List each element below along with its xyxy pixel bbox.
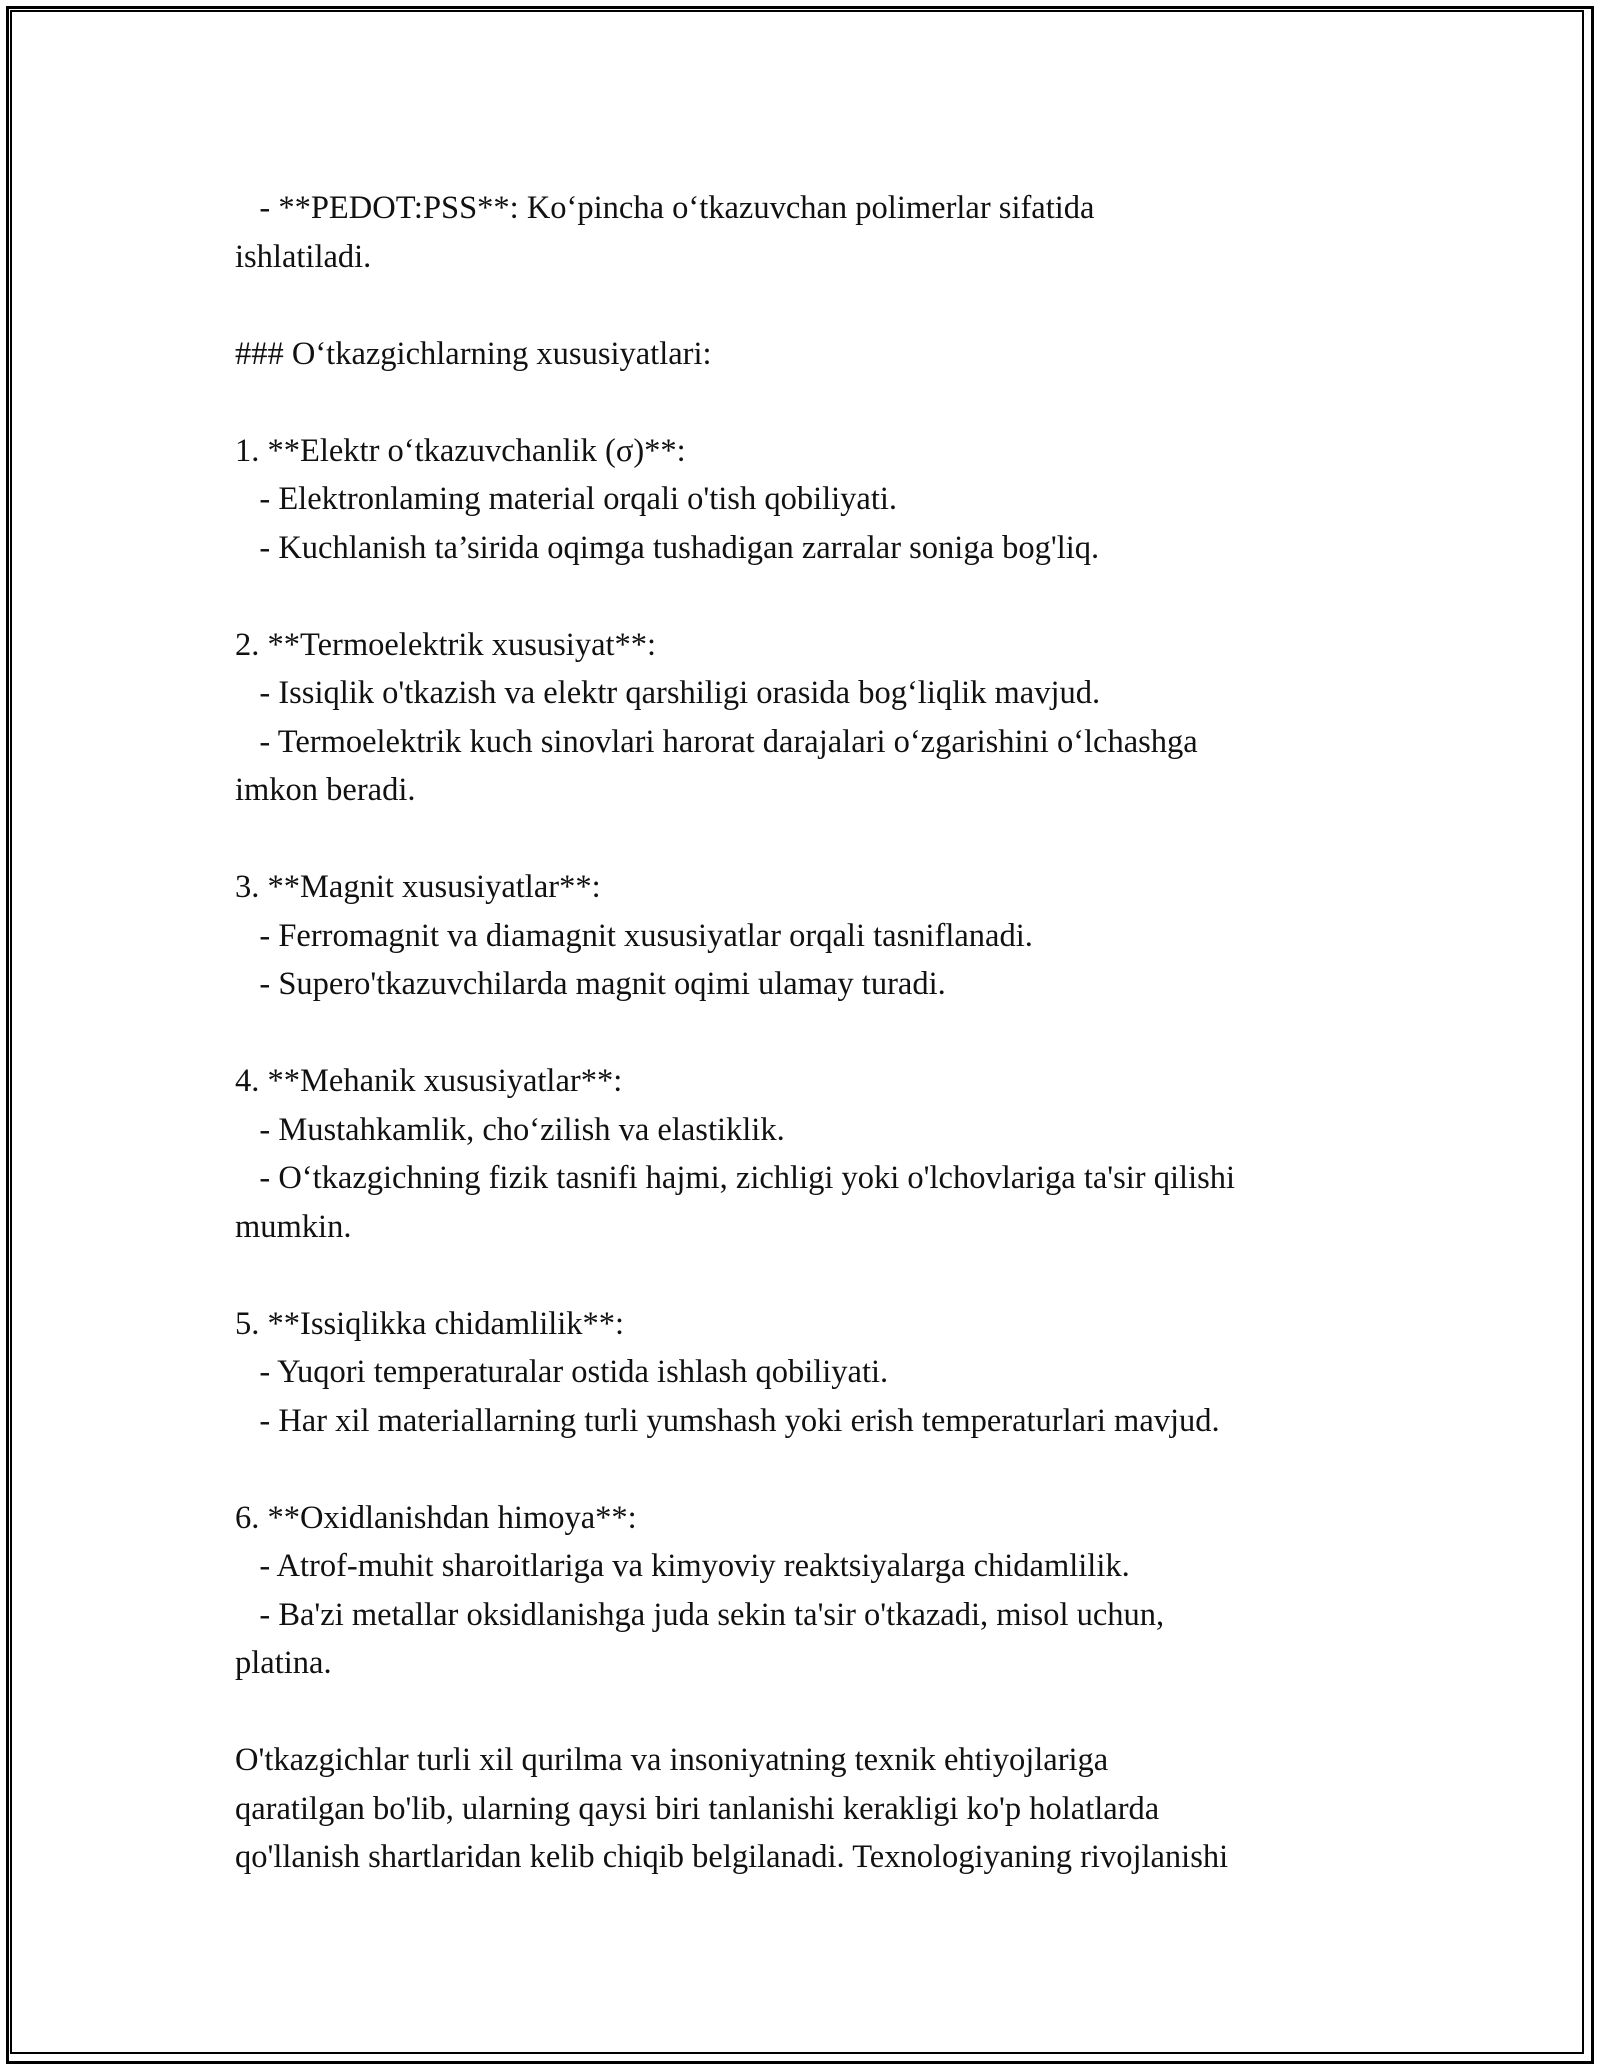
text-line: - Issiqlik o'tkazish va elektr qarshiligi orasida bog‘liqlik mavjud. xyxy=(235,675,1101,711)
text-line: - Ba'zi metallar oksidlanishga juda sekin ta'sir o'tkazadi, misol uchun, xyxy=(235,1596,1165,1633)
text-line: - Mustahkamlik, cho‘zilish va elastiklik. xyxy=(235,1111,785,1148)
text-line: 1. **Elektr o‘tkazuvchanlik (σ)**: xyxy=(235,432,686,469)
blank-line xyxy=(235,1009,1405,1058)
text-line: qo'llanish shartlaridan kelib chiqib belgilanadi. Texnologiyaning rivojlanishi xyxy=(235,1839,1229,1875)
text-line: - Yuqori temperaturalar ostida ishlash qobiliyati. xyxy=(235,1354,889,1390)
text-line: - Ferromagnit va diamagnit xususiyatlar orqali tasniflanadi. xyxy=(235,917,1033,954)
document-body xyxy=(235,184,1405,1882)
text-line: mumkin. xyxy=(235,1208,352,1245)
text-line: O'tkazgichlar turli xil qurilma va insoniyatning texnik ehtiyojlariga xyxy=(235,1742,1109,1778)
blank-line xyxy=(235,378,1405,427)
text-line: ### O‘tkazgichlarning xususiyatlari: xyxy=(235,335,712,372)
blank-line xyxy=(235,1251,1405,1300)
text-line: - Supero'tkazuvchilarda magnit oqimi ulamay turadi. xyxy=(235,966,946,1002)
text-line: 4. **Mehanik xususiyatlar**: xyxy=(235,1063,623,1099)
text-line: - Kuchlanish ta’sirida oqimga tushadigan zarralar soniga bog'liq. xyxy=(235,529,1100,566)
text-line: qaratilgan bo'lib, ularning qaysi biri tanlanishi kerakligi ko'p holatlarda xyxy=(235,1790,1160,1827)
text-line: - Termoelektrik kuch sinovlari harorat darajalari o‘zgarishini o‘lchashga xyxy=(235,723,1198,760)
text-line: 2. **Termoelektrik xususiyat**: xyxy=(235,626,657,663)
text-line: imkon beradi. xyxy=(235,772,416,808)
text-line: ishlatiladi. xyxy=(235,238,372,275)
text-line: - O‘tkazgichning fizik tasnifi hajmi, zichligi yoki o'lchovlariga ta'sir qilishi xyxy=(235,1160,1236,1196)
blank-line xyxy=(235,815,1405,864)
blank-line xyxy=(235,1688,1405,1737)
text-line: - Har xil materiallarning turli yumshash yoki erish temperaturlari mavjud. xyxy=(235,1402,1220,1439)
text-line: - Elektronlaming material orqali o'tish qobiliyati. xyxy=(235,481,898,517)
text-line: - Atrof-muhit sharoitlariga va kimyoviy reaktsiyalarga chidamlilik. xyxy=(235,1548,1130,1584)
blank-line xyxy=(235,1445,1405,1494)
text-line: 3. **Magnit xususiyatlar**: xyxy=(235,869,601,905)
blank-line xyxy=(235,572,1405,621)
text-line: 6. **Oxidlanishdan himoya**: xyxy=(235,1499,637,1536)
text-line: - **PEDOT:PSS**: Ko‘pincha o‘tkazuvchan polimerlar sifatida xyxy=(235,190,1095,226)
text-line: platina. xyxy=(235,1645,332,1681)
text-line: 5. **Issiqlikka chidamlilik**: xyxy=(235,1305,625,1342)
blank-line xyxy=(235,281,1405,330)
